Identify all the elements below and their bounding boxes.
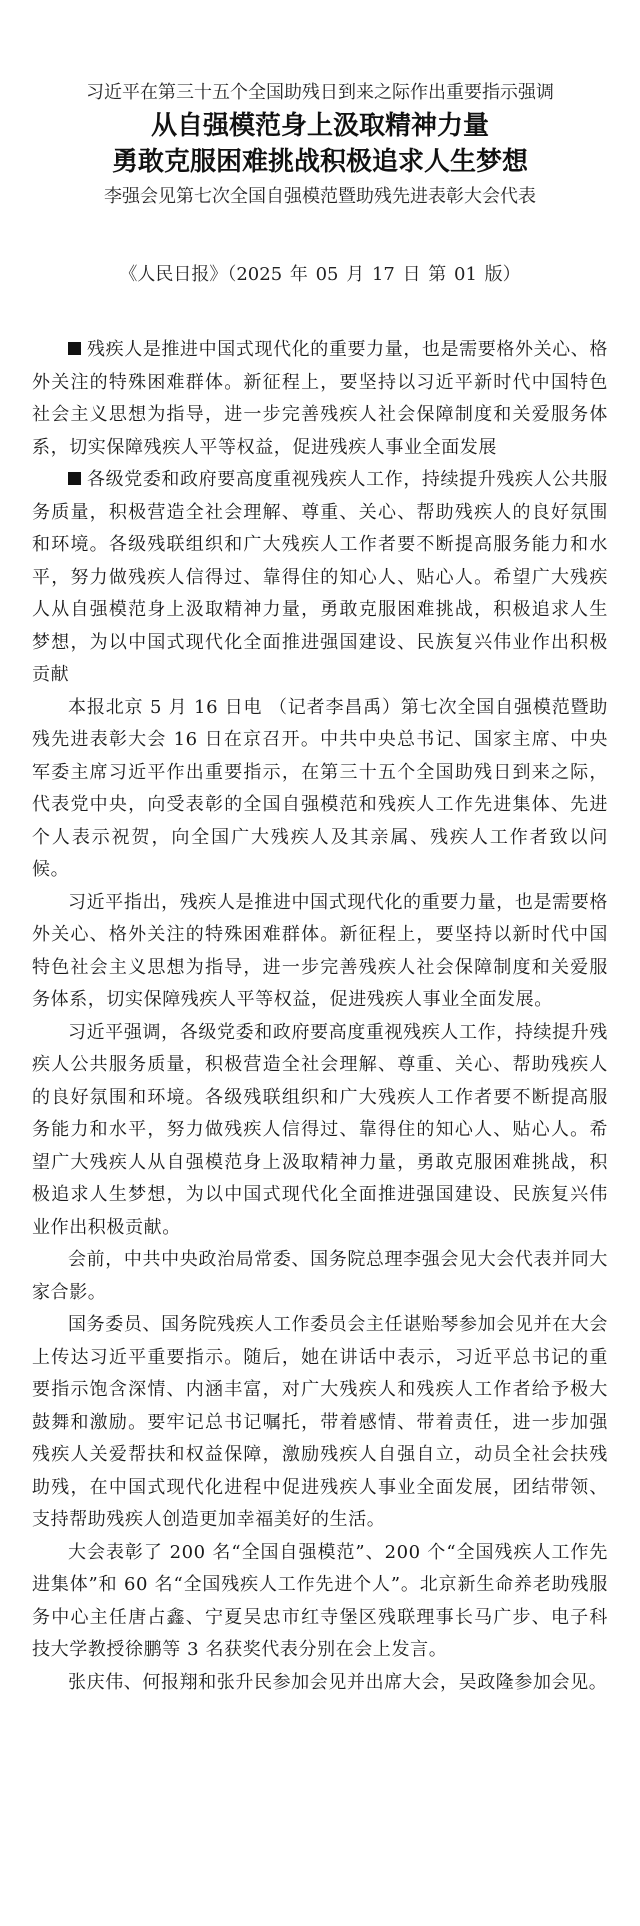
body-paragraph: 大会表彰了 200 名“全国自强模范”、200 个“全国残疾人工作先进集体”和 60 名“全国残疾人工作先进个人”。北京新生命养老助残服务中心主任唐占鑫、宁夏吴忠市红寺堡区残联理事长马广步、电子科技大学教授徐鹏等 3 名获奖代表分别在会上发言。 xyxy=(32,1541,608,1660)
body-paragraph: 习近平指出，残疾人是推进中国式现代化的重要力量，也是需要格外关心、格外关注的特殊困难群体。新征程上，要坚持以新时代中国特色社会主义思想为指导，进一步完善残疾人社会保障制度和关爱服务体系，切实保障残疾人平等权益，促进残疾人事业全面发展。 xyxy=(32,891,608,1010)
square-bullet-icon xyxy=(68,342,81,355)
paragraph-text: 残疾人是推进中国式现代化的重要力量，也是需要格外关心、格外关注的特殊困难群体。新征程上，要坚持以习近平新时代中国特色社会主义思想为指导，进一步完善残疾人社会保障制度和关爱服务体系，切实保障残疾人平等权益，促进残疾人事业全面发展 xyxy=(32,339,608,458)
article-body xyxy=(32,334,608,1699)
body-paragraph: 本报北京 5 月 16 日电 （记者李昌禹）第七次全国自强模范暨助残先进表彰大会 16 日在京召开。中共中央总书记、国家主席、中央军委主席习近平作出重要指示，在第三十五个全国助残日到来之际，代表党中央，向受表彰的全国自强模范和残疾人工作先进集体、先进个人表示祝贺，向全国广大残疾人及其亲属、残疾人工作者致以问候。 xyxy=(32,696,608,880)
body-paragraph: 会前，中共中央政治局常委、国务院总理李强会见大会代表并同大家合影。 xyxy=(32,1249,608,1303)
body-paragraph: 张庆伟、何报翔和张升民参加会见并出席大会，吴政隆参加会见。 xyxy=(68,1671,608,1693)
paragraph-text: 各级党委和政府要高度重视残疾人工作，持续提升残疾人公共服务质量，积极营造全社会理解、尊重、关心、帮助残疾人的良好氛围和环境。各级残联组织和广大残疾人工作者要不断提高服务能力和水平，努力做残疾人信得过、靠得住的知心人、贴心人。希望广大残疾人从自强模范身上汲取精神力量，勇敢克服困难挑战，积极追求人生梦想，为以中国式现代化全面推进强国建设、民族复兴伟业作出积极贡献 xyxy=(32,469,608,685)
main-title-line-2: 勇敢克服困难挑战积极追求人生梦想 xyxy=(111,147,528,177)
sub-title: 李强会见第七次全国自强模范暨助残先进表彰大会代表 xyxy=(104,186,536,207)
body-paragraph: 习近平强调，各级党委和政府要高度重视残疾人工作，持续提升残疾人公共服务质量，积极营造全社会理解、尊重、关心、帮助残疾人的良好氛围和环境。各级残联组织和广大残疾人工作者要不断提高服务能力和水平，努力做残疾人信得过、靠得住的知心人、贴心人。希望广大残疾人从自强模范身上汲取精神力量，勇敢克服困难挑战，积极追求人生梦想，为以中国式现代化全面推进强国建设、民族复兴伟业作出积极贡献。 xyxy=(32,1021,608,1238)
pre-title: 习近平在第三十五个全国助残日到来之际作出重要指示强调 xyxy=(86,82,554,103)
square-bullet-icon xyxy=(68,472,81,485)
summary-paragraph-2 xyxy=(32,464,608,692)
summary-paragraph-1 xyxy=(32,334,608,464)
source-line: 《人民日报》（2025 年 05 月 17 日 第 01 版） xyxy=(119,264,521,285)
main-title-line-1: 从自强模范身上汲取精神力量 xyxy=(150,111,489,141)
body-paragraph: 国务委员、国务院残疾人工作委员会主任谌贻琴参加会见并在大会上传达习近平重要指示。随后，她在讲话中表示，习近平总书记的重要指示饱含深情、内涵丰富，对广大残疾人和残疾人工作者给予极大鼓舞和激励。要牢记总书记嘱托，带着感情、带着责任，进一步加强残疾人关爱帮扶和权益保障，激励残疾人自强自立，动员全社会扶残助残，在中国式现代化进程中促进残疾人事业全面发展，团结带领、支持帮助残疾人创造更加幸福美好的生活。 xyxy=(32,1314,608,1530)
article-header xyxy=(0,80,640,210)
